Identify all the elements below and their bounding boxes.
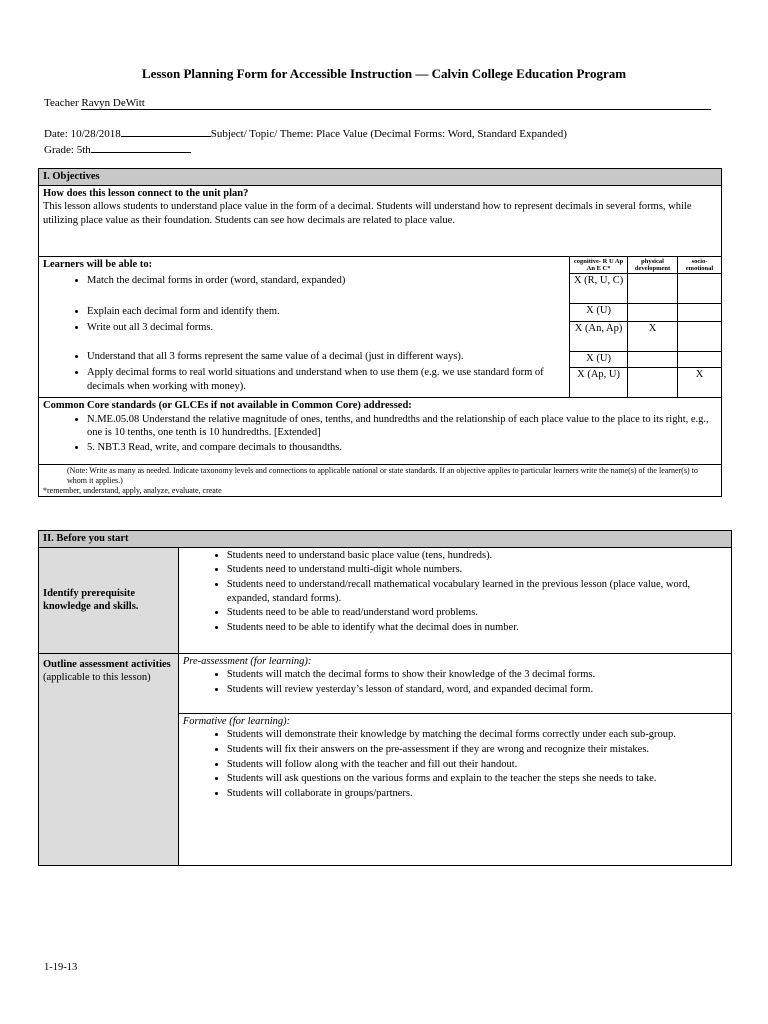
list-item: • Students will fix their answers on the pre-assessment if they are wrong and recognize their mistakes.: [227, 743, 727, 757]
physical-col-header: physical development: [628, 256, 678, 273]
cog-mark-5: X (Ap, U): [570, 367, 628, 397]
prereq-list: [183, 549, 727, 635]
date-value: 10/28/2018: [70, 128, 121, 140]
grade-label: Grade:: [44, 144, 74, 156]
taxonomy-footnote: *remember, understand, apply, analyze, evaluate, create: [43, 485, 222, 495]
list-item: • Students need to understand basic place value (tens, hundreds).: [227, 549, 727, 563]
form-title: Lesson Planning Form for Accessible Instruction — Calvin College Education Program: [141, 66, 627, 81]
list-item: • Students need to be able to read/understand word problems.: [227, 606, 727, 620]
socio-mark-5: X: [678, 367, 722, 397]
unit-plan-text: This lesson allows students to understand place value in the form of a decimal. Students will understand how to represent decimals in several forms, while utilizing place value as their foundation. Students can see how decimals are related to place value.: [43, 201, 692, 226]
prereq-cell: [178, 547, 731, 653]
list-item: • Match the decimal forms in order (word, standard, expanded): [87, 274, 565, 304]
teacher-label: Teacher: [44, 97, 79, 109]
unit-plan-question: How does this lesson connect to the unit plan?: [43, 187, 249, 199]
footer-date: 1-19-13: [44, 962, 78, 973]
socio-mark-1: [678, 273, 722, 303]
phys-mark-5: [628, 367, 678, 397]
cog-mark-3: X (An, Ap): [570, 321, 628, 351]
date-line: [44, 128, 567, 140]
list-item: • 5. NBT.3 Read, write, and compare decimals to thousandths.: [87, 441, 717, 455]
subject-value: Place Value (Decimal Forms: Word, Standard Expanded): [316, 128, 567, 140]
list-item: • Write out all 3 decimal forms.: [87, 321, 565, 349]
grade-value: 5th: [76, 144, 91, 156]
before-table: [38, 530, 732, 866]
subject-label: Subject/ Topic/ Theme:: [210, 128, 314, 140]
objectives-header: I. Objectives: [39, 169, 722, 186]
cog-mark-4: X (U): [570, 351, 628, 367]
common-core-label: Common Core standards (or GLCEs if not available in Common Core) addressed:: [43, 399, 412, 411]
list-item: • Understand that all 3 forms represent the same value of a decimal (just in different ways).: [87, 350, 565, 365]
list-item: • Students need to be able to identify what the decimal does in number.: [227, 621, 727, 635]
learner-objectives-list: [43, 274, 565, 393]
formative-label: Formative (for learning):: [182, 715, 291, 727]
phys-mark-1: [628, 273, 678, 303]
grade-underline: [91, 152, 191, 153]
phys-mark-4: [628, 351, 678, 367]
list-item: • Students will ask questions on the various forms and explain to the teacher the steps she needs to take.: [227, 772, 727, 786]
socio-mark-4: [678, 351, 722, 367]
list-item: • Apply decimal forms to real world situations and understand when to use them (e.g. we use standard form of decimals when working with money).: [87, 366, 565, 393]
list-item: • N.ME.05.08 Understand the relative magnitude of ones, tenths, and hundredths and the relationship of each place value to the place to its right, e.g., one is 10 tenths, one tenth is 10 hundredths. [Extended]: [87, 413, 717, 440]
cog-mark-1: X (R, U, C): [570, 273, 628, 303]
objectives-note: (Note: Write as many as needed. Indicate taxonomy levels and connections to applicable national or state standards. If an objective applies to particular learners write the name(s) of the learner(s) to whom it applies.): [67, 466, 698, 486]
assessment-sub: (applicable to this lesson): [43, 672, 151, 684]
socio-mark-2: [678, 303, 722, 321]
assessment-cell: [39, 653, 179, 865]
before-header: II. Before you start: [39, 531, 732, 548]
list-item: • Students will review yesterday’s lesson of standard, word, and expanded decimal form.: [227, 683, 727, 697]
list-item: • Students need to understand multi-digit whole numbers.: [227, 563, 727, 577]
learners-cell: [39, 256, 570, 397]
list-item: • Students will collaborate in groups/partners.: [227, 787, 727, 801]
learners-label: Learners will be able to:: [43, 258, 153, 270]
socio-col-header: socio-emotional: [678, 256, 722, 273]
common-core-cell: [39, 397, 722, 465]
objectives-table: [38, 168, 722, 497]
cognitive-col-header: cognitive- R U Ap An E C*: [570, 256, 628, 273]
pre-assessment-list: [183, 668, 727, 696]
assessment-label: Outline assessment activities: [43, 658, 171, 670]
unit-plan-cell: [39, 185, 722, 256]
teacher-line: [44, 97, 724, 110]
list-item: • Students will follow along with the teacher and fill out their handout.: [227, 758, 727, 772]
date-underline: [121, 136, 211, 137]
pre-assessment-cell: [178, 653, 731, 713]
prereq-label: Identify prerequisite knowledge and skills.: [39, 547, 179, 653]
list-item: • Students need to understand/recall mathematical vocabulary learned in the previous lesson (place value, word, expanded, standard forms).: [227, 578, 727, 605]
list-item: • Explain each decimal form and identify them.: [87, 305, 565, 320]
note-cell: [39, 465, 722, 497]
list-item: • Students will demonstrate their knowledge by matching the decimal forms correctly under each sub-group.: [227, 728, 727, 742]
grade-line: [44, 144, 191, 156]
formative-list: [183, 728, 727, 800]
phys-mark-3: X: [628, 321, 678, 351]
phys-mark-2: [628, 303, 678, 321]
pre-assessment-label: Pre-assessment (for learning):: [182, 655, 312, 667]
formative-cell: [178, 713, 731, 865]
common-core-list: [43, 413, 717, 455]
teacher-name: Ravyn DeWitt: [81, 97, 711, 110]
list-item: • Students will match the decimal forms to show their knowledge of the 3 decimal forms.: [227, 668, 727, 682]
socio-mark-3: [678, 321, 722, 351]
date-label: Date:: [44, 128, 68, 140]
cog-mark-2: X (U): [570, 303, 628, 321]
